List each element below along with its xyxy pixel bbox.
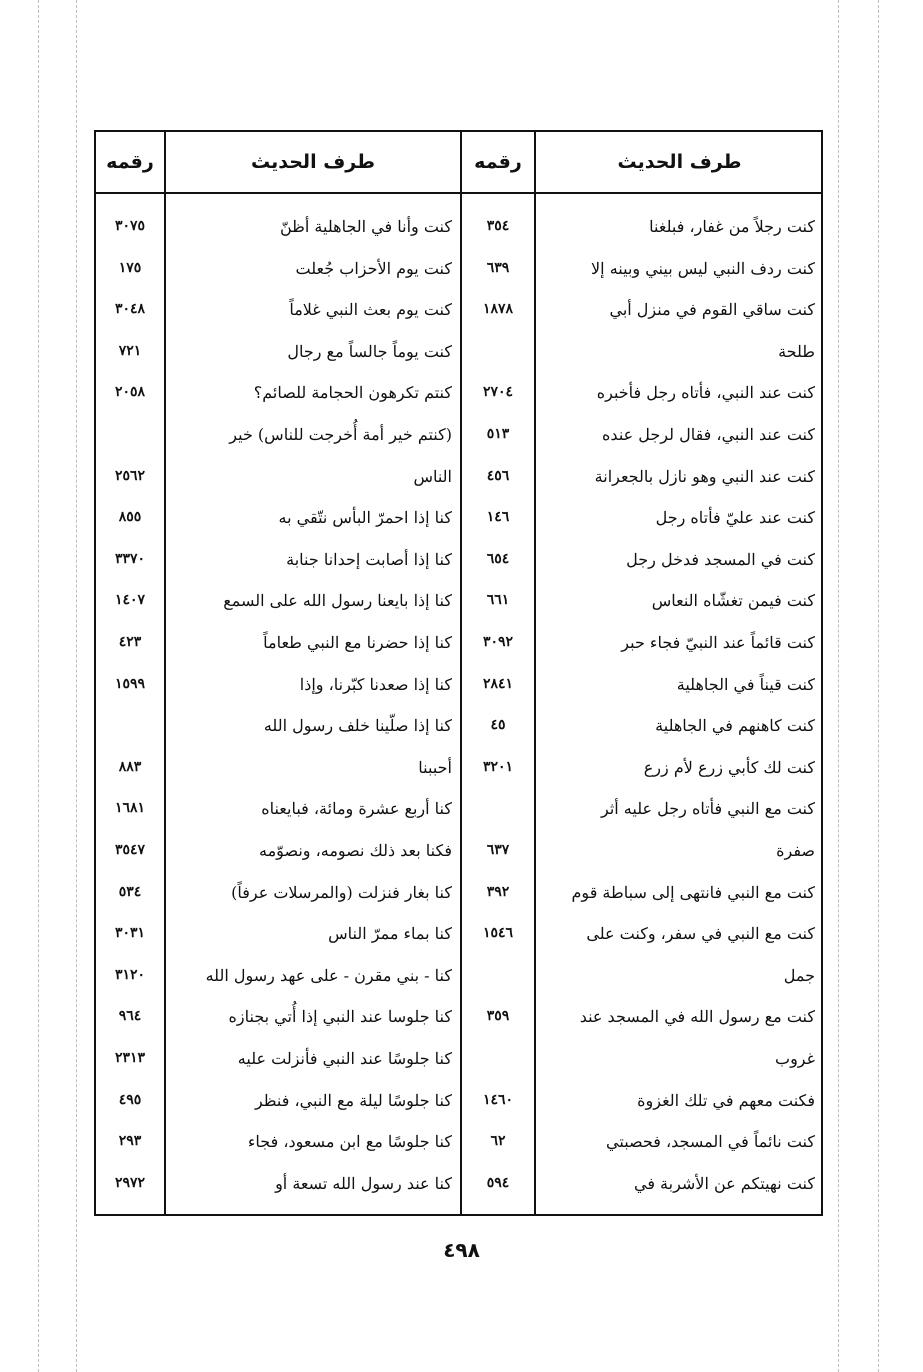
right-number [462,1038,534,1079]
right-hadith-text: كنت مع رسول الله في المسجد عند [579,1007,815,1027]
table-row [96,289,821,330]
left-number: ٣٠٣١ [114,925,146,942]
right-number: ٣٩٢ [486,883,510,900]
right-hadith-text: صفرة [776,841,815,860]
left-number: ٢٩٧٢ [114,1174,146,1191]
right-number [462,331,534,372]
right-hadith-text: غروب [775,1049,815,1068]
left-number: ١٤٠٧ [114,592,146,609]
table-row [96,372,821,413]
header-left-hadith: طرف الحديث [251,151,375,173]
right-number: ٢٨٤١ [482,675,514,692]
right-number: ٤٥ [490,717,506,734]
right-number: ٦٣٧ [486,842,510,858]
table-row [96,622,821,663]
right-hadith-text: كنت مع النبي فانتهى إلى سباطة قوم [571,882,815,902]
right-hadith-text: كنت نائماً في المسجد، فحصبتي [606,1132,815,1152]
table-row [96,331,821,372]
right-hadith-text: كنت عند النبي وهو نازل بالجعرانة [594,466,815,486]
left-number: ١٧٥ [118,259,142,276]
table-row [96,497,821,538]
right-number: ٣٢٠١ [482,758,514,775]
page-guide-left [38,0,39,1372]
left-hadith-text: كنا إذا احمرّ البأس نتّقي به [278,508,452,528]
right-number: ١٨٧٨ [482,301,514,318]
header-right-hadith: طرف الحديث [617,151,742,173]
left-number: ٨٥٥ [118,509,142,526]
right-number: ١٤٦٠ [482,1091,514,1108]
left-number: ٧٢١ [118,342,142,359]
right-hadith-text: كنت فيمن تغشّاه النعاس [651,591,815,611]
table-row [96,248,821,289]
page-number: ٤٩٨ [443,1238,480,1262]
left-number: ٥٣٤ [118,883,142,900]
right-hadith-text: كنت قائماً عند النبيّ فجاء حبر [621,633,815,652]
left-number: ٨٨٣ [118,758,142,775]
left-hadith-text: كنا بماء ممرّ الناس [328,924,452,944]
right-hadith-text: كنت ردف النبي ليس بيني وبينه إلا [591,258,815,278]
left-hadith-text: (كنتم خير أمة أُخرجت للناس) خير [229,425,452,444]
left-hadith-text: أحببنا [418,757,452,777]
left-hadith-text: كنا جلوسا عند النبي إذا أُتي بجنازه [228,1007,452,1027]
right-hadith-text: طلحة [778,341,815,361]
table-row [96,996,821,1037]
table-row [96,705,821,746]
left-hadith-text: فكنا بعد ذلك نصومه، ونصوّمه [259,841,452,860]
table-row [96,664,821,705]
page-guide-right-inner [838,0,839,1372]
table-row [96,872,821,913]
right-hadith-text: كنت مع النبي في سفر، وكنت على [586,924,815,944]
left-hadith-text: كنت يوم بعث النبي غلاماً [289,300,452,320]
left-number: ٣١٢٠ [114,966,146,983]
left-hadith-text: كنت وأنا في الجاهلية أظنّ [279,217,452,236]
left-number: ١٦٨١ [114,800,146,817]
right-hadith-text: كنت في المسجد فدخل رجل [626,549,815,569]
right-number: ٦٣٩ [486,259,510,276]
header-right-number: رقمه [474,151,522,173]
left-hadith-text: كنا جلوسًا ليلة مع النبي، فنظر [254,1090,452,1110]
right-number: ٥١٣ [486,426,510,442]
right-number: ١٥٤٦ [482,925,514,942]
right-number: ٣٥٩ [486,1008,510,1025]
right-hadith-text: كنت رجلاً من غفار، فبلغنا [649,217,815,236]
right-number [462,955,534,996]
left-hadith-text: كنا أربع عشرة ومائة، فبايعناه [261,799,452,819]
right-number: ٣٥٤ [486,218,510,234]
left-hadith-text: كنتم تكرهون الحجامة للصائم؟ [253,383,452,403]
right-number [462,788,534,829]
right-hadith-text: كنت مع النبي فأتاه رجل عليه أثر [600,799,815,819]
right-hadith-text: فكنت معهم في تلك الغزوة [637,1090,815,1110]
left-hadith-text: كنا - بني مقرن - على عهد رسول الله [205,965,452,985]
left-hadith-text: كنا عند رسول الله تسعة أو [275,1173,452,1193]
right-hadith-text: كنت لك كأبي زرع لأم زرع [643,757,815,777]
left-number [96,414,164,455]
right-number: ٦٥٤ [486,550,510,567]
left-number: ٣٠٧٥ [114,218,146,234]
left-number: ٣٥٤٧ [114,842,146,858]
right-number: ٤٥٦ [486,467,510,484]
left-hadith-text: كنا إذا حضرنا مع النبي طعاماً [263,633,452,652]
index-table [94,130,823,1216]
left-hadith-text: كنت يوم الأحزاب جُعلت [295,258,452,278]
left-number: ٩٦٤ [118,1008,142,1025]
table-row [96,206,821,247]
left-number: ١٥٩٩ [114,675,146,692]
left-number: ٣٠٤٨ [114,301,146,318]
header-divider [96,192,821,194]
left-number: ٤٢٣ [118,634,142,650]
table-row [96,788,821,829]
left-hadith-text: كنا إذا صعدنا كبّرنا، وإذا [299,674,452,694]
table-row [96,456,821,497]
table-row [96,913,821,954]
left-hadith-text: كنا إذا صلّينا خلف رسول الله [263,716,452,736]
left-hadith-text: الناس [413,466,452,486]
left-hadith-text: كنت يوماً جالساً مع رجال [287,341,452,361]
left-number: ٢٥٦٢ [114,467,146,484]
right-number: ٥٩٤ [486,1174,510,1191]
left-number: ٤٩٥ [118,1091,142,1108]
table-row [96,1121,821,1162]
right-number: ١٤٦ [486,509,510,526]
left-hadith-text: كنا إذا أصابت إحدانا جنابة [286,549,452,569]
table-row [96,1038,821,1079]
left-hadith-text: كنا جلوسًا مع ابن مسعود، فجاء [247,1132,452,1152]
table-row [96,830,821,871]
page-guide-left-inner [76,0,77,1372]
right-number: ٢٧٠٤ [482,384,514,401]
left-hadith-text: كنا بغار فنزلت (والمرسلات عرفاً) [231,882,452,902]
header-left-number: رقمه [106,151,154,173]
table-row [96,539,821,580]
right-number: ٦٦١ [486,592,510,609]
table-row [96,580,821,621]
left-hadith-text: كنا إذا بايعنا رسول الله على السمع [223,591,452,611]
right-hadith-text: كنت قيناً في الجاهلية [676,674,815,694]
left-number: ٢٣١٣ [114,1050,146,1066]
right-hadith-text: كنت كاهنهم في الجاهلية [655,716,815,736]
right-hadith-text: كنت نهيتكم عن الأشربة في [633,1173,815,1193]
right-hadith-text: جمل [783,965,815,985]
left-number: ٢٩٣ [118,1133,142,1150]
right-hadith-text: كنت عند النبي، فأتاه رجل فأخبره [596,383,815,403]
right-hadith-text: كنت عند النبي، فقال لرجل عنده [602,425,815,444]
left-hadith-text: كنا جلوسًا عند النبي فأنزلت عليه [237,1049,452,1068]
left-number: ٣٣٧٠ [114,550,146,567]
table-row [96,1163,821,1204]
table-row [96,955,821,996]
left-number [96,705,164,746]
right-number: ٦٢ [490,1133,506,1150]
left-number: ٢٠٥٨ [114,384,146,401]
table-row [96,1080,821,1121]
table-row [96,414,821,455]
right-hadith-text: كنت عند عليّ فأتاه رجل [655,508,815,528]
page-guide-right [878,0,879,1372]
table-row [96,747,821,788]
right-hadith-text: كنت ساقي القوم في منزل أبي [609,300,815,320]
right-number: ٣٠٩٢ [482,634,514,650]
